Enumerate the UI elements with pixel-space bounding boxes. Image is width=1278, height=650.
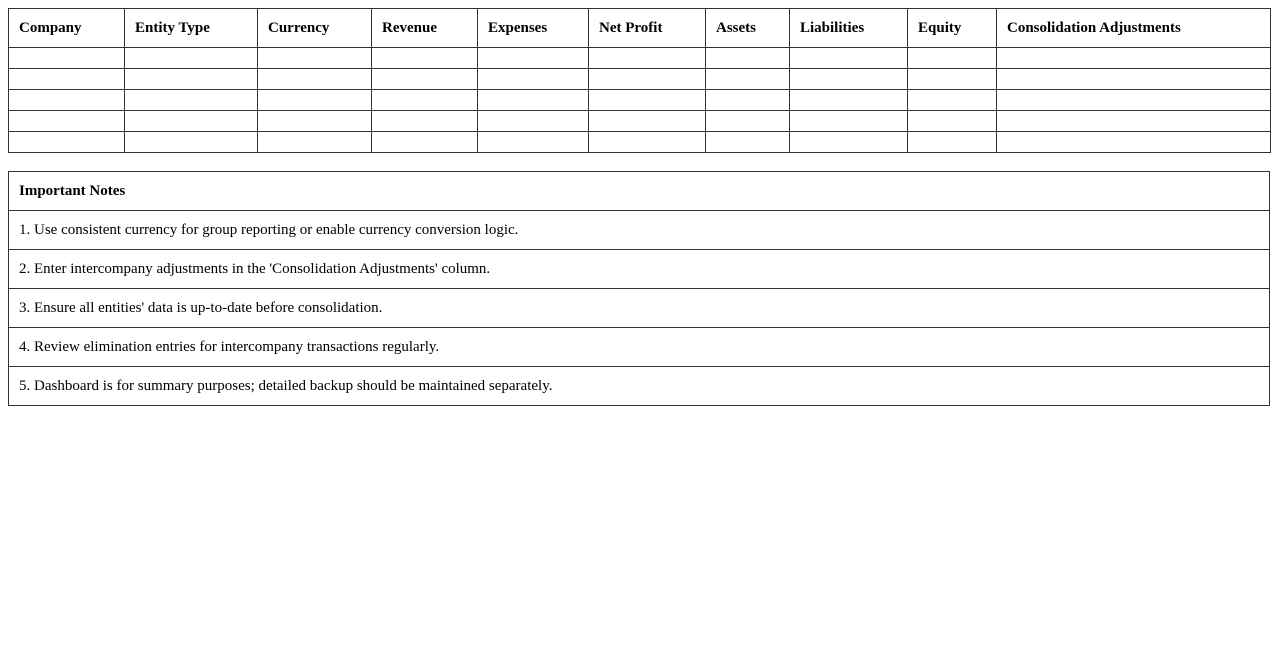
cell-net-profit[interactable]	[589, 111, 706, 132]
cell-revenue[interactable]	[372, 69, 478, 90]
cell-company[interactable]	[9, 48, 125, 69]
cell-equity[interactable]	[908, 90, 997, 111]
column-header-entity-type[interactable]: Entity Type	[125, 9, 258, 48]
table-row	[9, 111, 1271, 132]
column-header-net-profit[interactable]: Net Profit	[589, 9, 706, 48]
cell-expenses[interactable]	[478, 90, 589, 111]
cell-net-profit[interactable]	[589, 69, 706, 90]
cell-expenses[interactable]	[478, 132, 589, 153]
notes-title: Important Notes	[9, 172, 1270, 211]
cell-consolidation-adjustments[interactable]	[997, 90, 1271, 111]
cell-assets[interactable]	[706, 111, 790, 132]
cell-equity[interactable]	[908, 69, 997, 90]
cell-net-profit[interactable]	[589, 48, 706, 69]
cell-revenue[interactable]	[372, 48, 478, 69]
cell-assets[interactable]	[706, 48, 790, 69]
cell-expenses[interactable]	[478, 69, 589, 90]
cell-entity-type[interactable]	[125, 90, 258, 111]
cell-equity[interactable]	[908, 132, 997, 153]
cell-revenue[interactable]	[372, 90, 478, 111]
cell-entity-type[interactable]	[125, 48, 258, 69]
cell-assets[interactable]	[706, 69, 790, 90]
cell-currency[interactable]	[258, 132, 372, 153]
cell-currency[interactable]	[258, 48, 372, 69]
cell-liabilities[interactable]	[790, 132, 908, 153]
column-header-assets[interactable]: Assets	[706, 9, 790, 48]
note-row	[9, 289, 1270, 328]
column-header-consolidation-adjustments[interactable]: Consolidation Adjustments	[997, 9, 1271, 48]
cell-currency[interactable]	[258, 111, 372, 132]
note-row	[9, 328, 1270, 367]
cell-currency[interactable]	[258, 69, 372, 90]
cell-net-profit[interactable]	[589, 132, 706, 153]
cell-entity-type[interactable]	[125, 69, 258, 90]
cell-currency[interactable]	[258, 90, 372, 111]
note-item: 5. Dashboard is for summary purposes; detailed backup should be maintained separately.	[9, 367, 1270, 406]
cell-liabilities[interactable]	[790, 90, 908, 111]
cell-revenue[interactable]	[372, 132, 478, 153]
cell-consolidation-adjustments[interactable]	[997, 111, 1271, 132]
cell-equity[interactable]	[908, 111, 997, 132]
column-header-revenue[interactable]: Revenue	[372, 9, 478, 48]
cell-equity[interactable]	[908, 48, 997, 69]
note-item: 2. Enter intercompany adjustments in the 'Consolidation Adjustments' column.	[9, 250, 1270, 289]
page-content	[8, 8, 1270, 406]
table-row	[9, 48, 1271, 69]
column-header-expenses[interactable]: Expenses	[478, 9, 589, 48]
column-header-company[interactable]: Company	[9, 9, 125, 48]
note-row	[9, 367, 1270, 406]
column-header-equity[interactable]: Equity	[908, 9, 997, 48]
cell-liabilities[interactable]	[790, 48, 908, 69]
notes-header-row	[9, 172, 1270, 211]
cell-consolidation-adjustments[interactable]	[997, 69, 1271, 90]
cell-company[interactable]	[9, 111, 125, 132]
cell-company[interactable]	[9, 132, 125, 153]
cell-expenses[interactable]	[478, 48, 589, 69]
cell-liabilities[interactable]	[790, 69, 908, 90]
cell-expenses[interactable]	[478, 111, 589, 132]
cell-assets[interactable]	[706, 132, 790, 153]
cell-consolidation-adjustments[interactable]	[997, 132, 1271, 153]
note-item: 1. Use consistent currency for group reporting or enable currency conversion logic.	[9, 211, 1270, 250]
header-row	[9, 9, 1271, 48]
cell-company[interactable]	[9, 90, 125, 111]
cell-liabilities[interactable]	[790, 111, 908, 132]
note-item: 4. Review elimination entries for intercompany transactions regularly.	[9, 328, 1270, 367]
table-row	[9, 69, 1271, 90]
cell-entity-type[interactable]	[125, 111, 258, 132]
cell-revenue[interactable]	[372, 111, 478, 132]
consolidation-table	[8, 8, 1271, 153]
cell-company[interactable]	[9, 69, 125, 90]
column-header-currency[interactable]: Currency	[258, 9, 372, 48]
cell-consolidation-adjustments[interactable]	[997, 48, 1271, 69]
column-header-liabilities[interactable]: Liabilities	[790, 9, 908, 48]
note-row	[9, 250, 1270, 289]
table-row	[9, 132, 1271, 153]
cell-net-profit[interactable]	[589, 90, 706, 111]
note-item: 3. Ensure all entities' data is up-to-date before consolidation.	[9, 289, 1270, 328]
important-notes-table	[8, 171, 1270, 406]
cell-assets[interactable]	[706, 90, 790, 111]
cell-entity-type[interactable]	[125, 132, 258, 153]
note-row	[9, 211, 1270, 250]
table-row	[9, 90, 1271, 111]
